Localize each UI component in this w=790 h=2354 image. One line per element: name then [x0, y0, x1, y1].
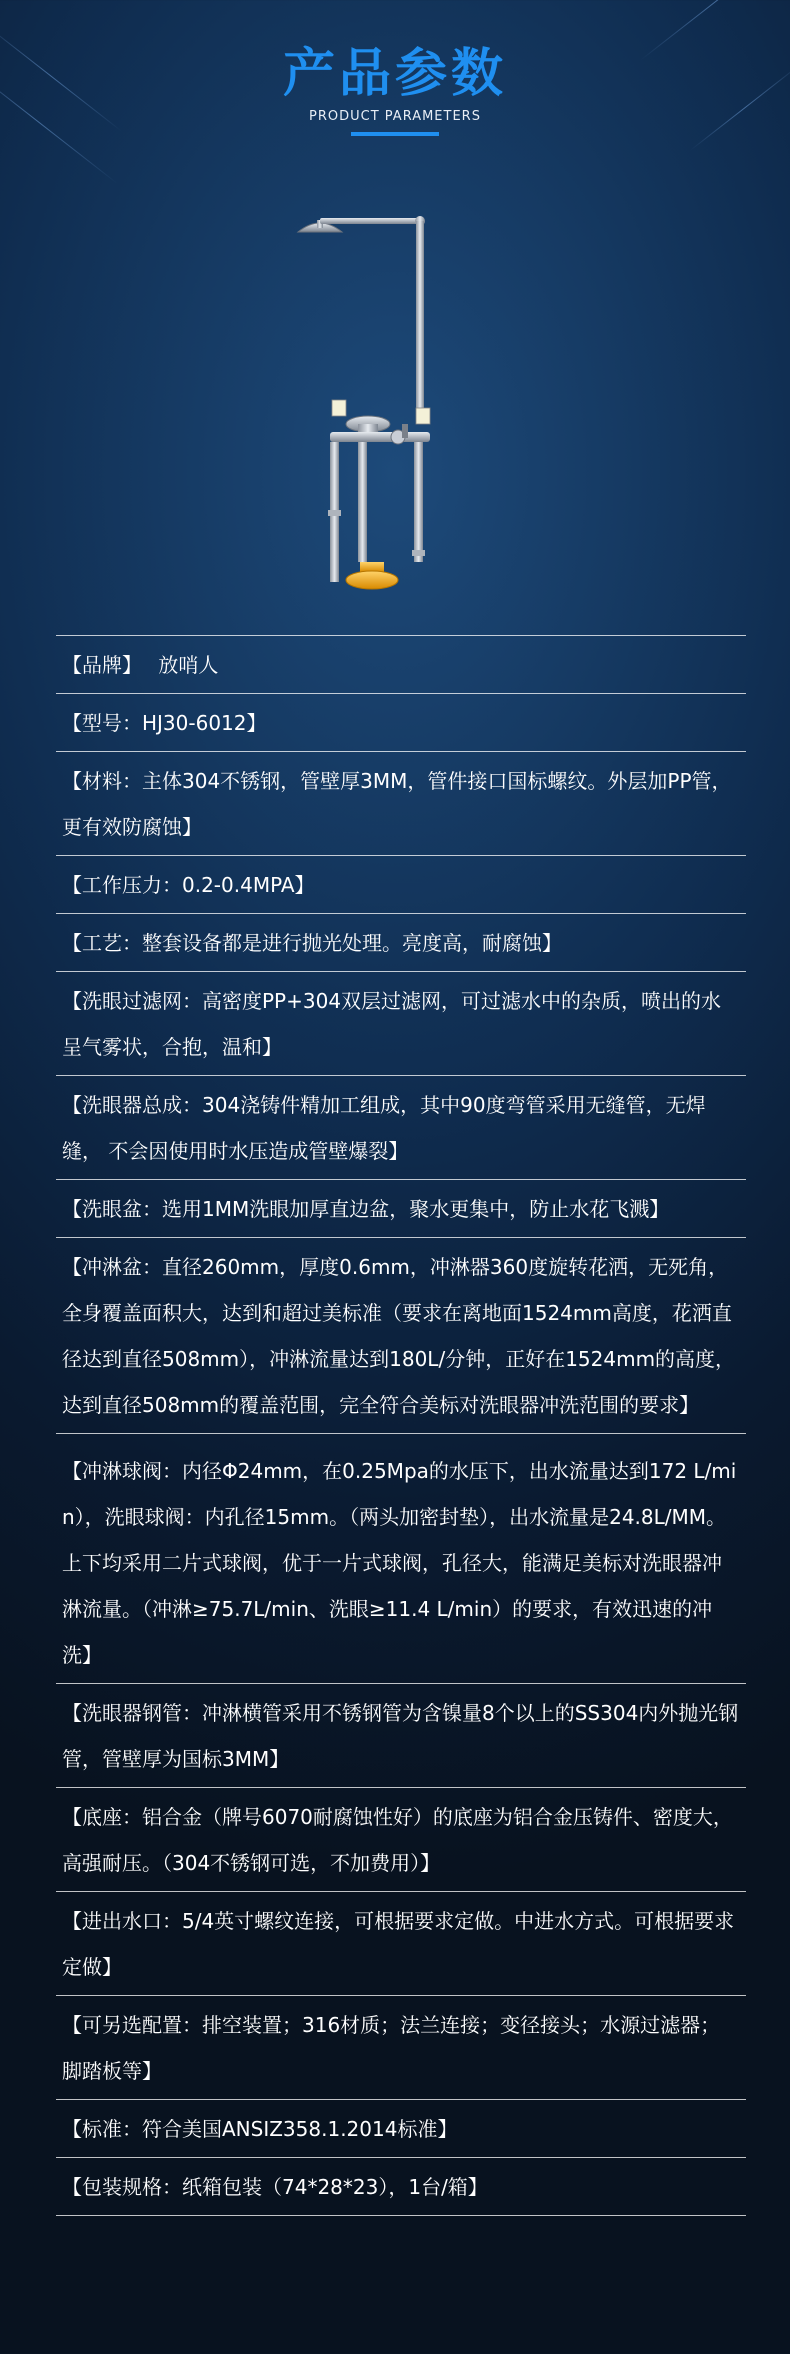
page-subtitle: PRODUCT PARAMETERS [309, 108, 481, 124]
spec-text: 【可另选配置：排空装置；316材质；法兰连接；变径接头；水源过滤器；脚踏板等】 [62, 2013, 721, 2083]
spec-row-model [56, 694, 746, 752]
spec-row-shower-bowl [56, 1238, 746, 1434]
title-underline [351, 132, 439, 136]
spec-list [56, 635, 746, 2216]
spec-text: 【型号：HJ30-6012】 [62, 711, 267, 735]
spec-text: 【洗眼盆：选用1MM洗眼加厚直边盆，聚水更集中，防止水花飞溅】 [62, 1197, 670, 1221]
spec-row-steel-pipe [56, 1684, 746, 1788]
spec-row-options [56, 1996, 746, 2100]
spec-text: 【洗眼器钢管：冲淋横管采用不锈钢管为含镍量8个以上的SS304内外抛光钢管，管壁厚为国标3MM】 [62, 1701, 739, 1771]
spec-text: 【冲淋盆：直径260mm，厚度0.6mm，冲淋器360度旋转花洒，无死角，全身覆盖面积大，达到和超过美标准（要求在离地面1524mm高度，花洒直径达到直径508mm），冲淋流量达到180L/分钟，正好在1524mm的高度，达到直径508mm的覆盖范围，完全符合美标对洗眼器冲洗范围的要求】 [62, 1255, 736, 1417]
spec-row-packaging [56, 2158, 746, 2216]
spec-row-assembly [56, 1076, 746, 1180]
page-title: 产品参数 [282, 44, 507, 104]
product-illustration [290, 210, 450, 595]
spec-row-eyewash-bowl [56, 1180, 746, 1238]
spec-text: 【洗眼过滤网：高密度PP+304双层过滤网，可过滤水中的杂质，喷出的水呈气雾状，合抱，温和】 [62, 989, 722, 1059]
spec-row-process [56, 914, 746, 972]
spec-row-material [56, 752, 746, 856]
eyewash-shower-station-icon [290, 210, 450, 595]
spec-text: 【洗眼器总成：304浇铸件精加工组成，其中90度弯管采用无缝管，无焊缝， 不会因使用时水压造成管壁爆裂】 [62, 1093, 706, 1163]
spec-text: 【工艺：整套设备都是进行抛光处理。亮度高，耐腐蚀】 [62, 931, 562, 955]
spec-text: 【包装规格：纸箱包装（74*28*23），1台/箱】 [62, 2175, 488, 2199]
header [0, 45, 790, 136]
spec-text: 【工作压力：0.2-0.4MPA】 [62, 873, 315, 897]
spec-row-base [56, 1788, 746, 1892]
spec-row-ball-valve [56, 1442, 746, 1684]
spec-row-pressure [56, 856, 746, 914]
spec-text: 【标准：符合美国ANSIZ358.1.2014标准】 [62, 2117, 458, 2141]
spec-row-ports [56, 1892, 746, 1996]
spec-row-filter [56, 972, 746, 1076]
spec-row-brand [56, 636, 746, 694]
spec-row-standard [56, 2100, 746, 2158]
spec-text: 【底座：铝合金（牌号6070耐腐蚀性好）的底座为铝合金压铸件、密度大，高强耐压。（304不锈钢可选，不加费用）】 [62, 1805, 733, 1875]
spec-text: 【进出水口：5/4英寸螺纹连接，可根据要求定做。中进水方式。可根据要求定做】 [62, 1909, 735, 1979]
spec-text: 【品牌】 放哨人 [62, 653, 219, 677]
spec-text: 【材料：主体304不锈钢，管壁厚3MM，管件接口国标螺纹。外层加PP管，更有效防腐蚀】 [62, 769, 732, 839]
spec-text: 【冲淋球阀：内径Φ24mm，在0.25Mpa的水压下，出水流量达到172 L/min），洗眼球阀：内孔径15mm。（两头加密封垫），出水流量是24.8L/MM。上下均采用二片式球阀，优于一片式球阀，孔径大，能满足美标对洗眼器冲淋流量。（冲淋≥75.7L/min、洗眼≥11.4 L/min）的要求，有效迅速的冲洗】 [62, 1459, 737, 1667]
